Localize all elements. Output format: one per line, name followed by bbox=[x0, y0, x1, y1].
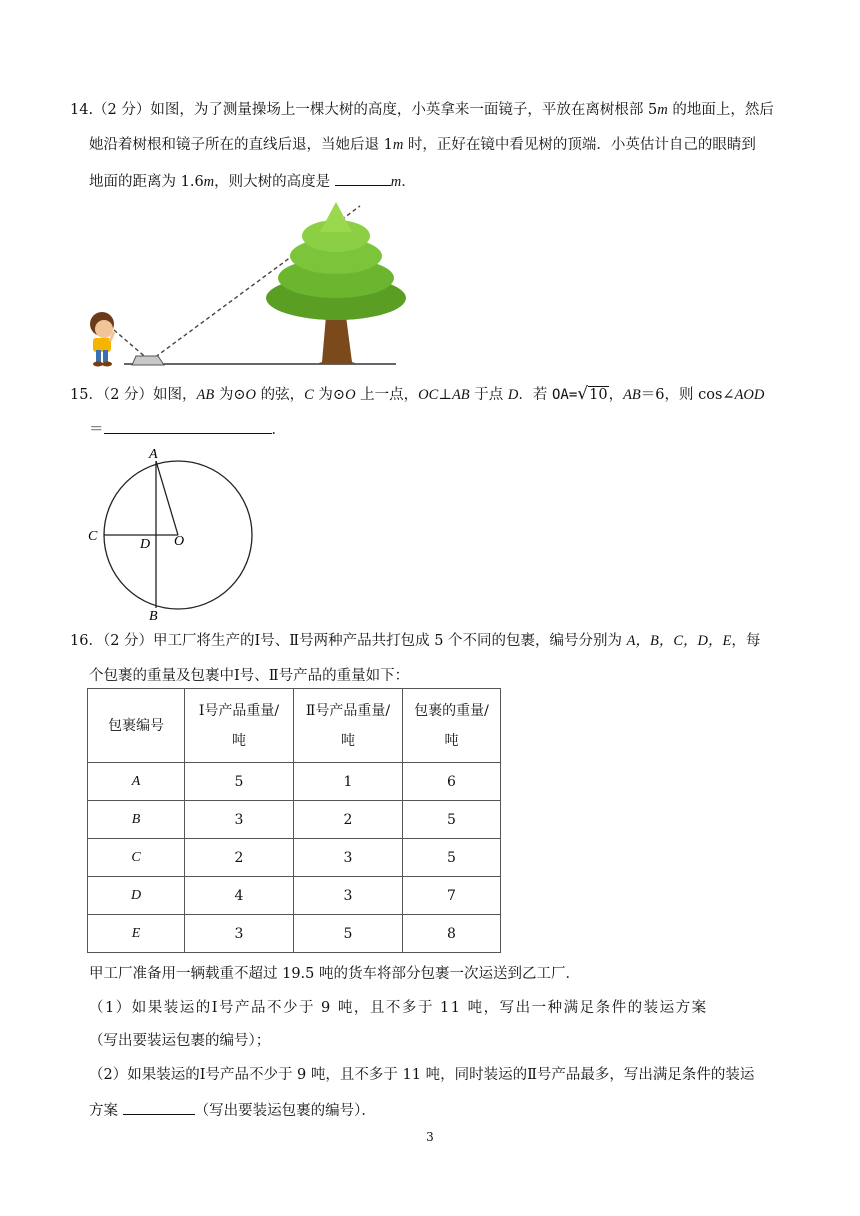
header-text: 吨 bbox=[444, 732, 459, 749]
cell-product2: 3 bbox=[294, 877, 403, 915]
q16-part1-text: （1）如果装运的Ⅰ号产品不少于 9 吨，且不多于 11 吨，写出一种满足条件的装运方案 bbox=[89, 1000, 708, 1016]
q15-line-1 bbox=[70, 384, 764, 405]
q16-part2-text-2b: （写出要装运包裹的编号）． bbox=[194, 1103, 376, 1119]
q15-ab2: AB bbox=[451, 387, 470, 403]
q15-d: D bbox=[507, 387, 519, 403]
q15-text-b: 为⊙ bbox=[214, 387, 246, 403]
q16-after-text: 甲工厂准备用一辆载重不超过 19.5 吨的货车将部分包裹一次运送到乙工厂． bbox=[89, 966, 581, 982]
table-row bbox=[88, 877, 501, 915]
q15-oc: OC bbox=[418, 387, 439, 403]
header-text: 包裹的重量/ bbox=[414, 702, 489, 719]
q16-part2-text: （2）如果装运的Ⅰ号产品不少于 9 吨，且不多于 11 吨，同时装运的Ⅱ号产品最多，写出满足条件的装运 bbox=[89, 1067, 755, 1083]
q15-text-j: ＝6，则 cos∠ bbox=[640, 387, 735, 403]
table-row bbox=[88, 801, 501, 839]
q15-text-g: 于点 bbox=[469, 387, 508, 403]
cell-product2: 5 bbox=[294, 915, 403, 953]
q16-part2-line-2 bbox=[89, 1099, 376, 1121]
header-product2-weight bbox=[294, 689, 403, 763]
cell-product2: 2 bbox=[294, 801, 403, 839]
cell-total: 6 bbox=[403, 763, 501, 801]
cell-total: 5 bbox=[403, 801, 501, 839]
table-header-row bbox=[88, 689, 501, 763]
q14-text-1b: 的地面上，然后 bbox=[667, 102, 774, 118]
header-product1-weight bbox=[185, 689, 294, 763]
q15-text-f: ⊥ bbox=[438, 387, 452, 403]
q14-figure bbox=[84, 198, 414, 368]
q16-line-1 bbox=[70, 631, 760, 651]
cell-package-id: A bbox=[88, 763, 185, 801]
q16-letters: A，B，C，D，E bbox=[626, 633, 732, 649]
q15-text-e: 上一点， bbox=[355, 387, 419, 403]
q16-text-1b: ，每 bbox=[731, 633, 761, 649]
q15-oa-label: OA bbox=[551, 387, 569, 403]
q14-line-3 bbox=[89, 170, 416, 192]
cell-package-id: B bbox=[88, 801, 185, 839]
q16-text-2: 个包裹的重量及包裹中Ⅰ号、Ⅱ号产品的重量如下： bbox=[89, 668, 410, 684]
cell-product1: 5 bbox=[185, 763, 294, 801]
cell-total: 8 bbox=[403, 915, 501, 953]
q15-ab3: AB bbox=[623, 387, 641, 403]
q14-line-1 bbox=[70, 100, 774, 120]
q14-unit-2: m bbox=[392, 137, 404, 153]
q15-text-d: 为⊙ bbox=[313, 387, 346, 403]
page-number: 3 bbox=[426, 1130, 434, 1144]
q15-o2: O bbox=[345, 387, 356, 403]
q15-oa-formula bbox=[552, 387, 577, 403]
cell-package-id: E bbox=[88, 915, 185, 953]
table-row bbox=[88, 763, 501, 801]
header-package-id bbox=[88, 689, 185, 763]
label-b: B bbox=[149, 609, 158, 622]
table-row bbox=[88, 839, 501, 877]
q16-part2-line-1 bbox=[89, 1065, 754, 1085]
mirror-icon bbox=[132, 356, 164, 365]
q15-text-h: ．若 bbox=[518, 387, 552, 403]
q14-text-3c: ． bbox=[401, 174, 416, 190]
q15-line-2 bbox=[89, 418, 286, 440]
q14-unit-4: m bbox=[390, 174, 402, 190]
cell-product1: 3 bbox=[185, 915, 294, 953]
cell-product1: 4 bbox=[185, 877, 294, 915]
header-text: Ⅱ号产品重量/ bbox=[305, 702, 391, 719]
table-row bbox=[88, 915, 501, 953]
q15-aod: AOD bbox=[734, 387, 765, 403]
cell-package-id: D bbox=[88, 877, 185, 915]
q16-part1-text-2: （写出要装运包裹的编号）； bbox=[89, 1033, 271, 1049]
cell-product2: 1 bbox=[294, 763, 403, 801]
q15-c: C bbox=[304, 387, 314, 403]
q15-text-a: 15．（2 分）如图， bbox=[70, 387, 197, 403]
q16-part1-line-1 bbox=[89, 998, 708, 1018]
cell-product1: 2 bbox=[185, 839, 294, 877]
q15-equals: ＝ bbox=[89, 422, 104, 438]
cell-total: 5 bbox=[403, 839, 501, 877]
q15-o1: O bbox=[245, 387, 257, 403]
segment-oa bbox=[156, 461, 178, 535]
q16-answer-blank[interactable] bbox=[123, 1099, 195, 1115]
label-d: D bbox=[140, 537, 151, 552]
label-c: C bbox=[88, 529, 98, 544]
q16-line-2 bbox=[89, 666, 409, 686]
label-a: A bbox=[149, 447, 158, 462]
q14-text-1a: 14.（2 分）如图，为了测量操场上一棵大树的高度，小英拿来一面镜子，平放在离树根部 5 bbox=[70, 102, 658, 118]
header-text: 吨 bbox=[341, 732, 355, 749]
q14-text-3b: ，则大树的高度是 bbox=[214, 174, 335, 190]
q15-text-end: ． bbox=[271, 422, 286, 438]
package-table bbox=[87, 688, 501, 953]
q14-line-2 bbox=[89, 135, 756, 155]
q14-unit-3: m bbox=[203, 174, 215, 190]
q14-text-2a: 她沿着树根和镜子所在的直线后退，当她后退 1 bbox=[89, 137, 393, 153]
header-text: 包裹编号 bbox=[108, 717, 164, 734]
girl-icon bbox=[90, 312, 114, 367]
sqrt-icon: √ bbox=[577, 384, 589, 404]
q15-oa-eq: = bbox=[568, 387, 578, 403]
q15-circle-figure bbox=[82, 442, 262, 622]
q16-text-1a: 16．（2 分）甲工厂将生产的Ⅰ号、Ⅱ号两种产品共打包成 5 个不同的包裹，编号分别为 bbox=[70, 633, 627, 649]
q14-answer-blank[interactable] bbox=[335, 170, 391, 186]
header-text: 吨 bbox=[232, 732, 246, 749]
q14-unit-1: m bbox=[657, 102, 668, 118]
q15-ab: AB bbox=[196, 387, 215, 403]
cell-package-id: C bbox=[88, 839, 185, 877]
header-text: Ⅰ号产品重量/ bbox=[198, 702, 280, 719]
q15-text-c: 的弦， bbox=[256, 387, 305, 403]
label-o: O bbox=[174, 534, 185, 549]
q14-text-3a: 地面的距离为 1.6 bbox=[89, 174, 204, 190]
q16-part1-line-2 bbox=[89, 1031, 270, 1051]
q14-text-2b: 时，正好在镜中看见树的顶端．小英估计自己的眼睛到 bbox=[403, 137, 756, 153]
tree-icon bbox=[266, 202, 406, 364]
q15-answer-blank[interactable] bbox=[104, 418, 272, 434]
header-package-weight bbox=[403, 689, 501, 763]
q16-part2-text-2a: 方案 bbox=[89, 1103, 123, 1119]
cell-total: 7 bbox=[403, 877, 501, 915]
cell-product1: 3 bbox=[185, 801, 294, 839]
q15-sqrt-value: 10 bbox=[589, 387, 608, 403]
cell-product2: 3 bbox=[294, 839, 403, 877]
q15-text-i: ， bbox=[608, 387, 624, 403]
q16-after-table bbox=[89, 964, 580, 984]
